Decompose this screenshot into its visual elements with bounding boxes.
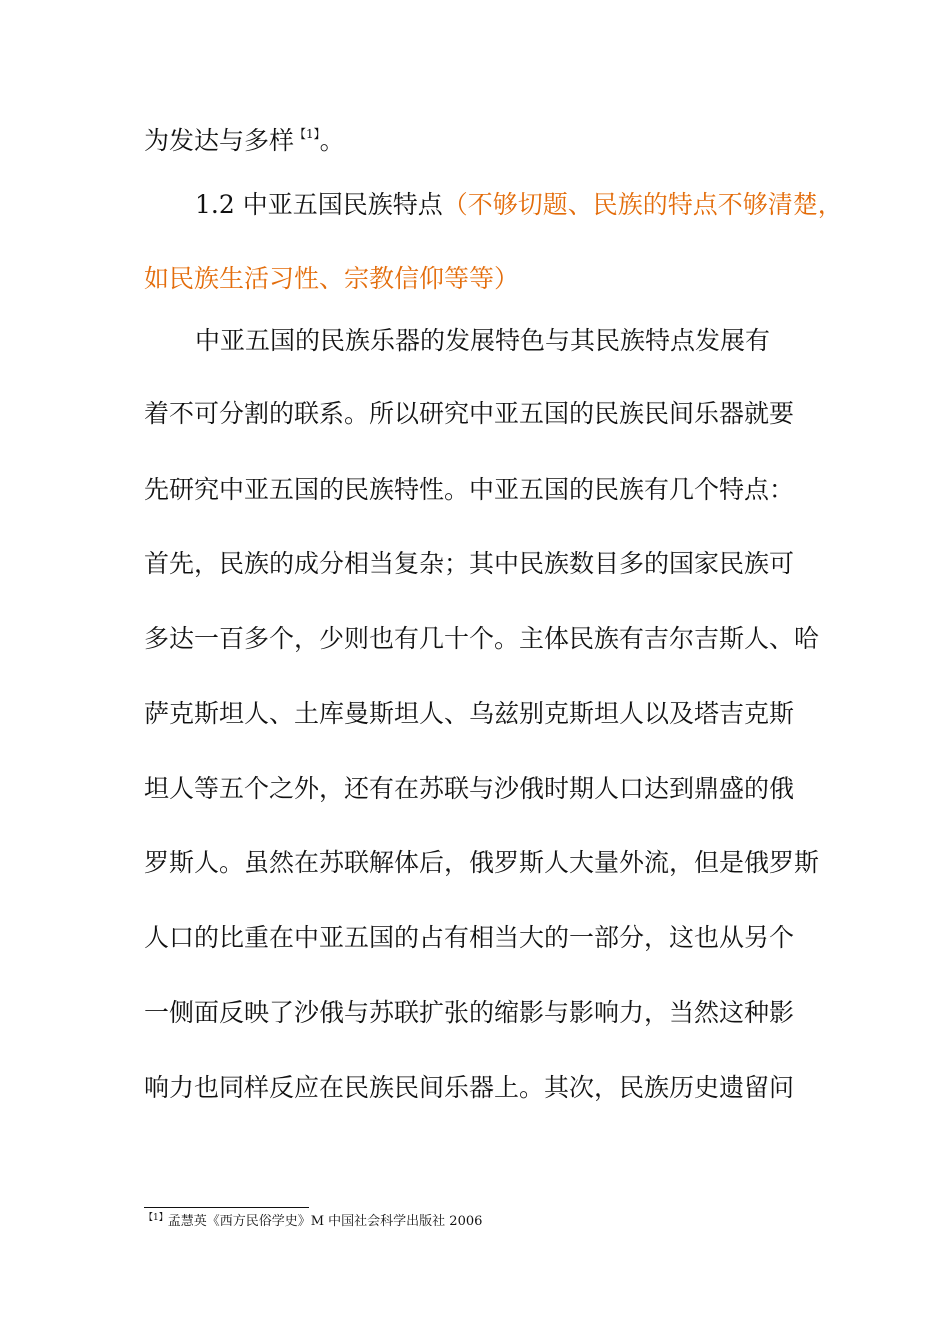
body-line: 多达一百多个，少则也有几十个。主体民族有吉尔吉斯人、哈 <box>144 624 820 653</box>
footnote-mark: 【1】 <box>144 1213 168 1223</box>
footnote-reference[interactable]: 【1】 <box>294 127 320 141</box>
review-comment: 如民族生活习性、宗教信仰等等） <box>144 264 520 293</box>
footnote-text: 孟慧英《西方民俗学史》M 中国社会科学出版社 2006 <box>167 1214 483 1229</box>
body-line: 响力也同样反应在民族民间乐器上。其次，民族历史遗留问 <box>144 1073 795 1102</box>
body-line: 坦人等五个之外，还有在苏联与沙俄时期人口达到鼎盛的俄 <box>144 774 795 803</box>
body-line: 先研究中亚五国的民族特性。中亚五国的民族有几个特点： <box>144 475 795 504</box>
body-text-end: 。 <box>319 126 345 155</box>
body-text: 为发达与多样 <box>144 126 295 155</box>
review-comment-line <box>144 262 814 296</box>
footnote <box>144 1213 482 1231</box>
body-line: 首先，民族的成分相当复杂；其中民族数目多的国家民族可 <box>144 549 795 578</box>
body-line: 着不可分割的联系。所以研究中亚五国的民族民间乐器就要 <box>144 399 795 428</box>
review-comment: （不够切题、民族的特点不够清楚， <box>442 190 843 219</box>
footnote-separator <box>144 1207 309 1208</box>
body-line: 罗斯人。虽然在苏联解体后，俄罗斯人大量外流，但是俄罗斯 <box>144 848 820 877</box>
body-line: 中亚五国的民族乐器的发展特色与其民族特点发展有 <box>195 326 771 355</box>
section-heading-line <box>195 188 865 222</box>
body-line <box>144 124 814 158</box>
body-line: 一侧面反映了沙俄与苏联扩张的缩影与影响力，当然这种影 <box>144 998 795 1027</box>
body-line: 萨克斯坦人、土库曼斯坦人、乌兹别克斯坦人以及塔吉克斯 <box>144 699 795 728</box>
body-line: 人口的比重在中亚五国的占有相当大的一部分，这也从另个 <box>144 923 795 952</box>
section-heading: 1.2 中亚五国民族特点 <box>195 190 443 219</box>
